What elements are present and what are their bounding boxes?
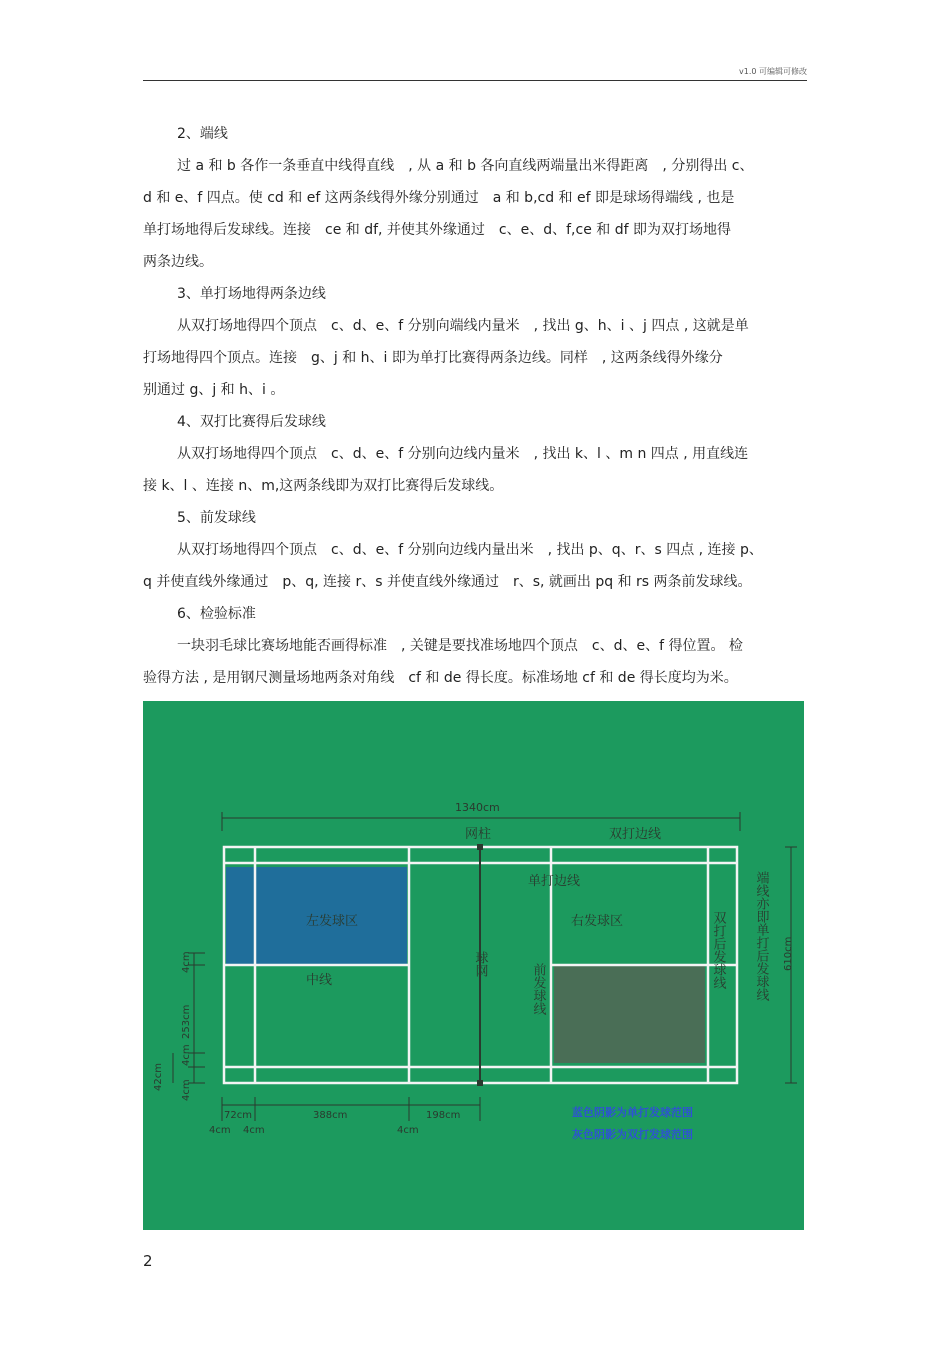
net-post-bottom <box>477 1080 483 1086</box>
label-total-length: 1340cm <box>455 801 500 814</box>
label-h-198: 198cm <box>426 1110 461 1121</box>
label-net-post: 网柱 <box>465 827 492 842</box>
paragraph-line: 单打场地得后发球线。连接 ce 和 df, 并使其外缘通过 c、e、d、f,ce 和 df 即为双打场地得 <box>143 222 731 238</box>
section-paragraph <box>143 310 807 406</box>
document-body <box>143 118 807 694</box>
section-title: 6、检验标准 <box>177 606 256 622</box>
section-paragraph <box>143 534 807 598</box>
label-doubles-sideline: 双打边线 <box>609 827 662 842</box>
header-divider <box>143 80 807 81</box>
section-paragraph <box>143 438 807 502</box>
label-center-line: 中线 <box>306 973 333 988</box>
singles-serve-zone-blue-left <box>226 867 253 965</box>
label-v-4cm-a: 4cm <box>181 951 192 973</box>
label-end-line: 端线亦即单打后发球线 <box>753 871 769 1001</box>
label-net: 球网 <box>472 951 488 977</box>
section-paragraph <box>143 630 807 694</box>
paragraph-line: 从双打场地得四个顶点 c、d、e、f 分别向边线内量米 , 找出 k、l 、m n 四点 , 用直线连 <box>177 446 749 462</box>
paragraph-line: 从双打场地得四个顶点 c、d、e、f 分别向边线内量出米 , 找出 p、q、r、s 四点 , 连接 p、 <box>177 542 763 558</box>
section-title: 2、端线 <box>177 126 228 142</box>
header-version: v1.0 可编辑可修改 <box>739 67 807 76</box>
paragraph-line: 一块羽毛球比赛场地能否画得标准 , 关键是要找准场地四个顶点 c、d、e、f 得位置。 检 <box>177 638 743 654</box>
page-number: 2 <box>143 1252 153 1270</box>
section-title: 5、前发球线 <box>177 510 256 526</box>
label-v-4cm-c: 4cm <box>181 1079 192 1101</box>
label-front-service: 前发球线 <box>530 963 546 1015</box>
net-post-top <box>477 844 483 850</box>
paragraph-line: d 和 e、f 四点。使 cd 和 ef 这两条线得外缘分别通过 a 和 b,cd 和 ef 即是球场得端线 , 也是 <box>143 190 735 206</box>
label-width: 610cm <box>783 936 794 971</box>
label-h-4cm-a: 4cm <box>209 1125 231 1136</box>
label-right-service: 右发球区 <box>571 914 624 929</box>
paragraph-line: 过 a 和 b 各作一条垂直中线得直线 , 从 a 和 b 各向直线两端量出米得距离 , 分别得出 c、 <box>177 158 754 174</box>
doubles-serve-zone-dark <box>554 965 705 1063</box>
paragraph-line: 从双打场地得四个顶点 c、d、e、f 分别向端线内量米 , 找出 g、h、i 、j 四点 , 这就是单 <box>177 318 749 334</box>
legend-blue: 蓝色阴影为单打发球范围 <box>572 1106 693 1119</box>
label-h-72: 72cm <box>224 1110 252 1121</box>
paragraph-line: q 并使直线外缘通过 p、q, 连接 r、s 并使直线外缘通过 r、s, 就画出 pq 和 rs 两条前发球线。 <box>143 574 752 590</box>
badminton-court-diagram <box>143 701 804 1230</box>
paragraph-line: 接 k、l 、连接 n、m,这两条线即为双打比赛得后发球线。 <box>143 478 504 494</box>
section-paragraph <box>143 150 807 278</box>
paragraph-line: 打场地得四个顶点。连接 g、j 和 h、i 即为单打比赛得两条边线。同样 , 这两条线得外缘分 <box>143 350 723 366</box>
paragraph-line: 别通过 g、j 和 h、i 。 <box>143 382 285 398</box>
label-h-388: 388cm <box>313 1110 348 1121</box>
label-h-4cm-b: 4cm <box>243 1125 265 1136</box>
section-title: 4、双打比赛得后发球线 <box>177 414 326 430</box>
label-doubles-back: 双打后发球线 <box>710 911 726 989</box>
section-title: 3、单打场地得两条边线 <box>177 286 326 302</box>
paragraph-line: 验得方法 , 是用钢尺测量场地两条对角线 cf 和 de 得长度。标准场地 cf 和 de 得长度均为米。 <box>143 670 738 686</box>
label-v-42: 42cm <box>153 1063 164 1091</box>
label-v-253: 253cm <box>181 1004 192 1039</box>
paragraph-line: 两条边线。 <box>143 254 213 270</box>
label-v-4cm-b: 4cm <box>181 1044 192 1066</box>
legend-gray: 灰色阴影为双打发球范围 <box>572 1128 693 1141</box>
label-h-4cm-c: 4cm <box>397 1125 419 1136</box>
label-left-service: 左发球区 <box>306 914 359 929</box>
label-singles-sideline: 单打边线 <box>528 874 581 889</box>
